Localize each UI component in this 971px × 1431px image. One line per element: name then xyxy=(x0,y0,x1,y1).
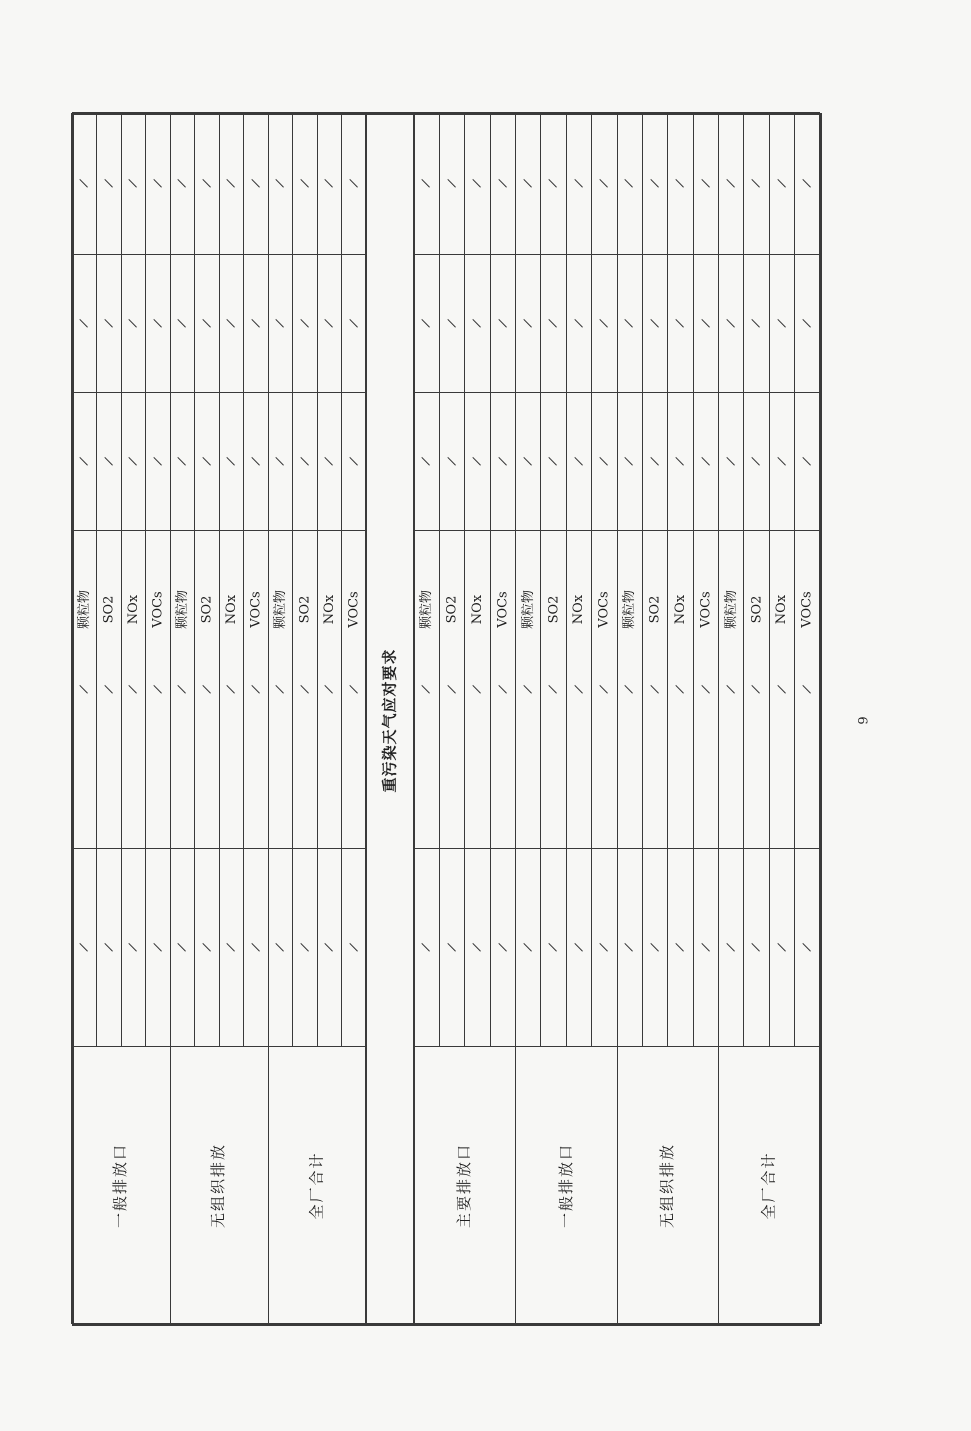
value-cell: / xyxy=(672,683,689,695)
pollutant-label: SO2 xyxy=(749,595,765,623)
value-cell: / xyxy=(698,455,714,467)
value-cell: / xyxy=(419,683,435,695)
value-cell: / xyxy=(672,455,689,467)
group-label: 一般排放口 xyxy=(556,1142,575,1228)
value-cell: / xyxy=(174,941,190,953)
value-cell: / xyxy=(272,941,288,953)
pollutant-label: 颗粒物 xyxy=(272,589,288,629)
value-cell: / xyxy=(748,941,765,953)
value-cell: / xyxy=(520,178,536,189)
value-cell: / xyxy=(622,178,638,189)
value-cell: / xyxy=(76,178,92,189)
value-cell: / xyxy=(444,178,460,189)
value-cell: / xyxy=(774,941,790,953)
value-cell: / xyxy=(799,683,815,695)
pollutant-label: NOx xyxy=(571,594,587,624)
value-cell: / xyxy=(248,178,264,189)
value-cell: / xyxy=(223,455,239,467)
value-cell: / xyxy=(622,683,638,695)
value-cell: / xyxy=(321,941,337,953)
value-cell: / xyxy=(622,455,638,467)
value-cell: / xyxy=(520,683,536,695)
value-cell: / xyxy=(571,178,587,189)
value-cell: / xyxy=(672,178,689,189)
value-cell: / xyxy=(469,683,486,695)
value-cell: / xyxy=(76,317,92,329)
value-cell: / xyxy=(174,683,190,695)
value-cell: / xyxy=(419,455,435,467)
value-cell: / xyxy=(150,683,166,695)
value-cell: / xyxy=(321,455,337,467)
value-cell: / xyxy=(495,178,511,189)
value-cell: / xyxy=(723,317,739,329)
value-cell: / xyxy=(469,317,486,329)
value-cell: / xyxy=(799,941,815,953)
value-cell: / xyxy=(799,317,815,329)
value-cell: / xyxy=(723,683,739,695)
value-cell: / xyxy=(321,683,337,695)
value-cell: / xyxy=(248,941,264,953)
value-cell: / xyxy=(125,178,141,189)
value-cell: / xyxy=(723,455,739,467)
value-cell: / xyxy=(272,317,288,329)
value-cell: / xyxy=(346,455,362,467)
pollutant-label: SO2 xyxy=(297,595,313,623)
group-label: 无组织排放 xyxy=(658,1142,677,1228)
pollutant-label: VOCs xyxy=(596,590,612,628)
pollutant-label: SO2 xyxy=(647,595,663,623)
value-cell: / xyxy=(495,941,511,953)
value-cell: / xyxy=(520,455,536,467)
group-label: 全厂合计 xyxy=(759,1150,778,1220)
value-cell: / xyxy=(199,683,215,695)
value-cell: / xyxy=(199,941,215,953)
value-cell: / xyxy=(199,178,215,189)
value-cell: / xyxy=(698,683,714,695)
value-cell: / xyxy=(150,455,166,467)
value-cell: / xyxy=(297,455,313,467)
value-cell: / xyxy=(101,683,117,695)
group-label: 全厂合计 xyxy=(307,1150,326,1220)
pollutant-label: NOx xyxy=(672,594,688,624)
pollutant-label: SO2 xyxy=(101,595,117,623)
value-cell: / xyxy=(672,317,689,329)
value-cell: / xyxy=(596,941,612,953)
value-cell: / xyxy=(101,178,117,189)
value-cell: / xyxy=(248,317,264,329)
value-cell: / xyxy=(520,941,536,953)
value-cell: / xyxy=(748,683,765,695)
pollutant-label: SO2 xyxy=(444,595,460,623)
pollutant-label: NOx xyxy=(469,594,485,624)
value-cell: / xyxy=(520,317,536,329)
section-title: 重污染天气应对要求 xyxy=(380,647,399,793)
value-cell: / xyxy=(101,455,117,467)
value-cell: / xyxy=(748,455,765,467)
value-cell: / xyxy=(647,683,663,695)
pollutant-label: 颗粒物 xyxy=(520,589,536,629)
value-cell: / xyxy=(571,683,587,695)
value-cell: / xyxy=(125,455,141,467)
value-cell: / xyxy=(571,941,587,953)
value-cell: / xyxy=(647,455,663,467)
pollutant-label: NOx xyxy=(774,594,790,624)
value-cell: / xyxy=(444,455,460,467)
pollutant-label: SO2 xyxy=(546,595,562,623)
value-cell: / xyxy=(596,178,612,189)
value-cell: / xyxy=(571,317,587,329)
value-cell: / xyxy=(321,317,337,329)
pollutant-label: VOCs xyxy=(495,590,511,628)
value-cell: / xyxy=(723,178,739,189)
value-cell: / xyxy=(419,941,435,953)
value-cell: / xyxy=(419,178,435,189)
value-cell: / xyxy=(346,317,362,329)
value-cell: / xyxy=(444,941,460,953)
value-cell: / xyxy=(150,941,166,953)
value-cell: / xyxy=(622,941,638,953)
pollutant-label: 颗粒物 xyxy=(174,589,190,629)
value-cell: / xyxy=(150,317,166,329)
pollutant-label: 颗粒物 xyxy=(622,589,638,629)
value-cell: / xyxy=(444,683,460,695)
pollutant-label: VOCs xyxy=(698,590,714,628)
value-cell: / xyxy=(672,941,689,953)
value-cell: / xyxy=(469,178,486,189)
value-cell: / xyxy=(297,317,313,329)
value-cell: / xyxy=(774,683,790,695)
value-cell: / xyxy=(125,683,141,695)
value-cell: / xyxy=(545,941,562,953)
value-cell: / xyxy=(101,317,117,329)
value-cell: / xyxy=(223,683,239,695)
value-cell: / xyxy=(272,683,288,695)
value-cell: / xyxy=(321,178,337,189)
value-cell: / xyxy=(596,683,612,695)
value-cell: / xyxy=(748,317,765,329)
value-cell: / xyxy=(248,455,264,467)
pollutant-label: NOx xyxy=(321,594,337,624)
value-cell: / xyxy=(297,683,313,695)
group-label: 一般排放口 xyxy=(111,1142,130,1228)
value-cell: / xyxy=(199,455,215,467)
value-cell: / xyxy=(723,941,739,953)
value-cell: / xyxy=(101,941,117,953)
value-cell: / xyxy=(495,683,511,695)
value-cell: / xyxy=(346,178,362,189)
pollutant-label: 颗粒物 xyxy=(723,589,739,629)
value-cell: / xyxy=(419,317,435,329)
pollutant-label: NOx xyxy=(223,594,239,624)
value-cell: / xyxy=(545,178,562,189)
value-cell: / xyxy=(444,317,460,329)
value-cell: / xyxy=(346,941,362,953)
group-label: 主要排放口 xyxy=(455,1142,474,1228)
pollutant-label: VOCs xyxy=(248,590,264,628)
value-cell: / xyxy=(545,455,562,467)
value-cell: / xyxy=(150,178,166,189)
value-cell: / xyxy=(774,178,790,189)
group-label: 无组织排放 xyxy=(209,1142,228,1228)
value-cell: / xyxy=(297,941,313,953)
value-cell: / xyxy=(272,455,288,467)
pollutant-label: VOCs xyxy=(799,590,815,628)
value-cell: / xyxy=(223,317,239,329)
value-cell: / xyxy=(647,941,663,953)
pollutant-label: SO2 xyxy=(199,595,215,623)
value-cell: / xyxy=(469,941,486,953)
value-cell: / xyxy=(545,683,562,695)
pollutant-label: NOx xyxy=(125,594,141,624)
pollutant-label: VOCs xyxy=(150,590,166,628)
value-cell: / xyxy=(199,317,215,329)
value-cell: / xyxy=(799,178,815,189)
value-cell: / xyxy=(125,317,141,329)
value-cell: / xyxy=(647,178,663,189)
value-cell: / xyxy=(698,178,714,189)
value-cell: / xyxy=(76,683,92,695)
value-cell: / xyxy=(774,317,790,329)
value-cell: / xyxy=(469,455,486,467)
value-cell: / xyxy=(774,455,790,467)
value-cell: / xyxy=(297,178,313,189)
value-cell: / xyxy=(125,941,141,953)
value-cell: / xyxy=(174,455,190,467)
value-cell: / xyxy=(596,317,612,329)
value-cell: / xyxy=(223,178,239,189)
value-cell: / xyxy=(748,178,765,189)
pollutant-label: 颗粒物 xyxy=(76,589,92,629)
value-cell: / xyxy=(248,683,264,695)
value-cell: / xyxy=(495,455,511,467)
value-cell: / xyxy=(272,178,288,189)
value-cell: / xyxy=(545,317,562,329)
value-cell: / xyxy=(698,317,714,329)
value-cell: / xyxy=(596,455,612,467)
value-cell: / xyxy=(799,455,815,467)
value-cell: / xyxy=(571,455,587,467)
value-cell: / xyxy=(622,317,638,329)
value-cell: / xyxy=(174,178,190,189)
page-number: 9 xyxy=(856,715,872,725)
value-cell: / xyxy=(223,941,239,953)
value-cell: / xyxy=(346,683,362,695)
value-cell: / xyxy=(495,317,511,329)
value-cell: / xyxy=(647,317,663,329)
value-cell: / xyxy=(698,941,714,953)
value-cell: / xyxy=(76,455,92,467)
value-cell: / xyxy=(174,317,190,329)
pollutant-label: 颗粒物 xyxy=(419,589,435,629)
pollutant-label: VOCs xyxy=(346,590,362,628)
value-cell: / xyxy=(76,941,92,953)
